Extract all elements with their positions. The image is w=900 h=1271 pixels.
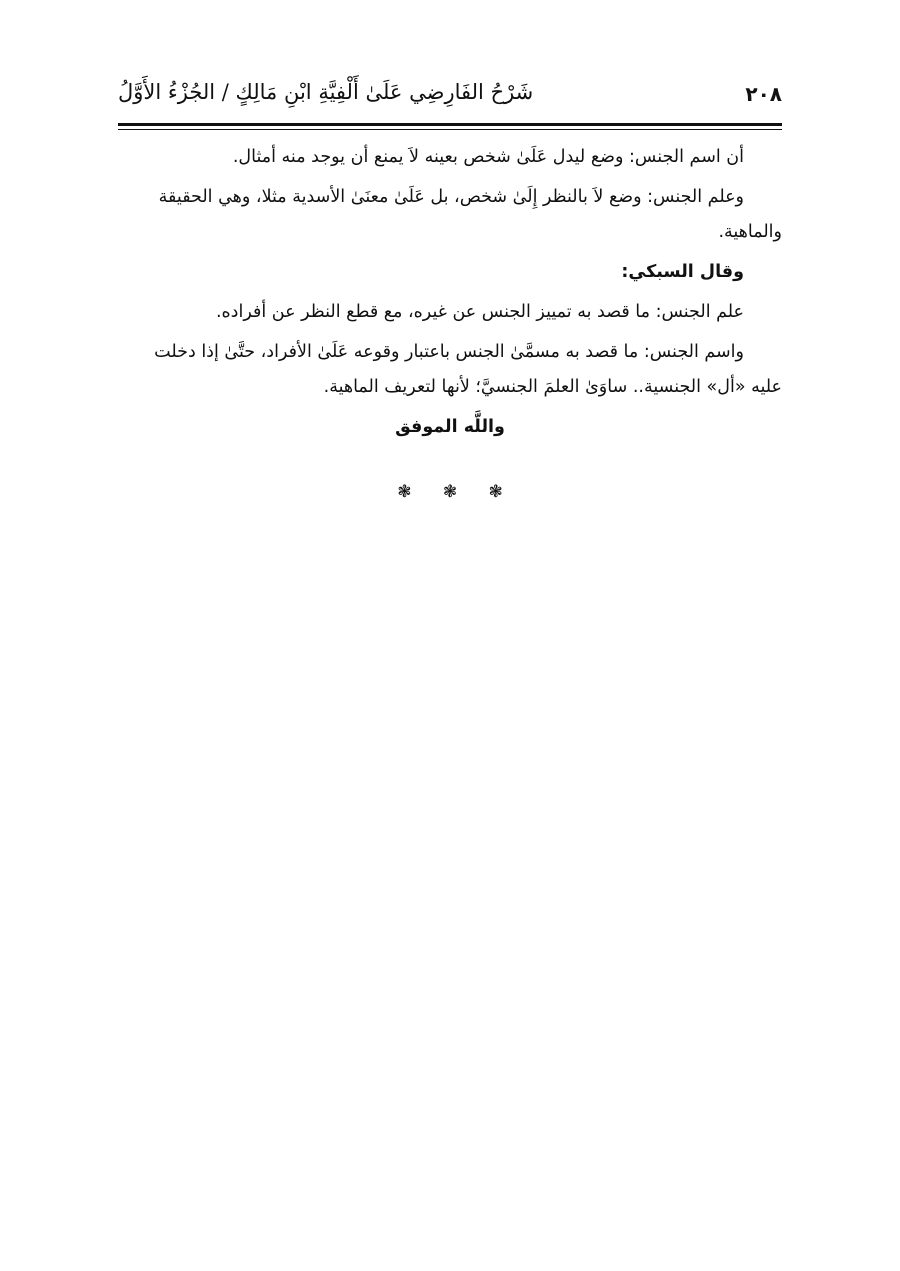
paragraph-subki-ism: واسم الجنس: ما قصد به مسمَّىٰ الجنس باعتبار وقوعه عَلَىٰ الأفراد، حتَّىٰ إذا دخلت عليه «أل» الجنسية.. ساوَىٰ العلمَ الجنسيَّ؛ لأنها لتعريف الماهية. bbox=[154, 342, 782, 397]
asterism-icon: ❃ bbox=[442, 482, 458, 502]
paragraph-ism-al-jins: أن اسم الجنس: وضع ليدل عَلَىٰ شخص بعينه لاَ يمنع أن يوجد منه أمثال. bbox=[232, 147, 744, 167]
heading-subki: وقال السبكي: bbox=[621, 262, 744, 282]
header-rule-thick bbox=[118, 123, 782, 126]
asterism-icon: ❃ bbox=[397, 482, 412, 502]
main-text bbox=[118, 140, 782, 510]
paragraph-subki-alam: علم الجنس: ما قصد به تمييز الجنس عن غيره، مع قطع النظر عن أفراده. bbox=[215, 302, 744, 322]
section-end-ornament bbox=[118, 475, 782, 510]
page-number: ٢٠٨ bbox=[745, 82, 782, 106]
header-rule-thin bbox=[118, 129, 782, 130]
paragraph-alam-al-jins: وعلم الجنس: وضع لاَ بالنظر إِلَىٰ شخص، بل عَلَىٰ معنَىٰ الأسدية مثلا، وهي الحقيقة والماهية. bbox=[158, 187, 782, 242]
asterism-icon: ❃ bbox=[488, 482, 503, 502]
running-header bbox=[118, 78, 782, 114]
header-title: شَرْحُ الفَارِضِي عَلَىٰ أَلْفِيَّةِ ابْنِ مَالِكٍ / الجُزْءُ الأَوَّلُ bbox=[118, 80, 534, 104]
closing-phrase: واللَّه الموفق bbox=[395, 417, 505, 437]
